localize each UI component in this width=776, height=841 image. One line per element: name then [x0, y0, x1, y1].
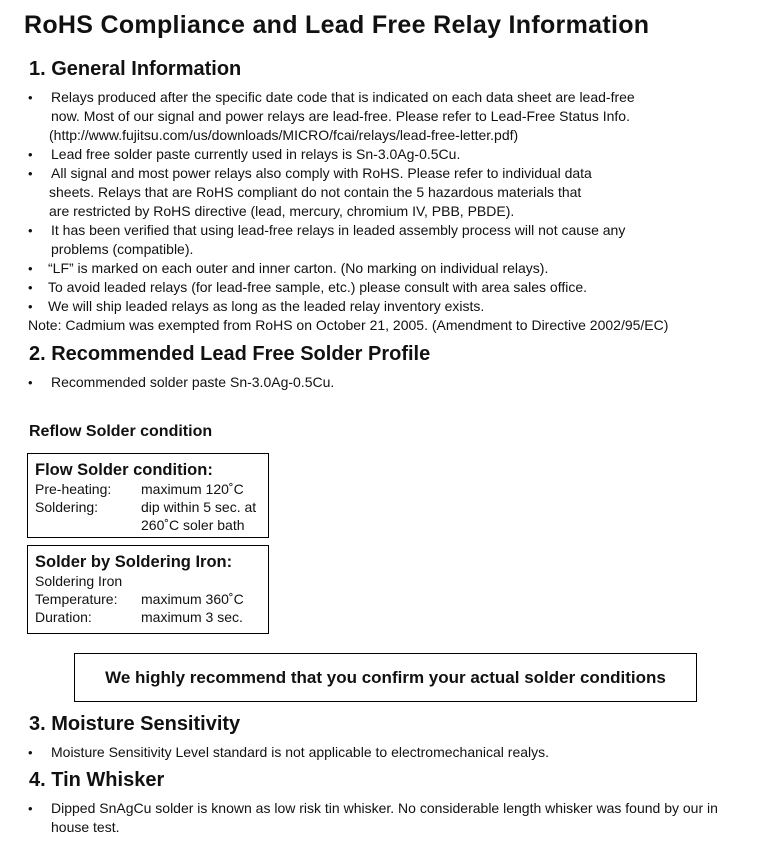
soldering-label: Soldering:: [35, 499, 99, 515]
page-title: RoHS Compliance and Lead Free Relay Information: [24, 11, 650, 39]
bullet-icon: •: [28, 745, 33, 760]
bullet-icon: •: [28, 223, 33, 238]
flow-solder-title: Flow Solder condition:: [35, 461, 213, 479]
s1-b6: To avoid leaded relays (for lead-free sample, etc.) please consult with area sales office.: [48, 279, 588, 295]
s1-b1-line2: now. Most of our signal and power relays are lead-free. Please refer to Lead-Free Status Info.: [51, 108, 630, 124]
duration-label: Duration:: [35, 609, 92, 625]
section-1-heading: 1. General Information: [29, 58, 242, 80]
s4-b1-line1: Dipped SnAgCu solder is known as low risk tin whisker. No considerable length whisker was found by our in: [51, 800, 718, 816]
bullet-icon: •: [28, 375, 33, 390]
bullet-icon: •: [28, 166, 33, 181]
s1-b1-line1: Relays produced after the specific date code that is indicated on each data sheet are lead-free: [51, 89, 635, 105]
s1-b3-line1: All signal and most power relays also comply with RoHS. Please refer to individual data: [51, 165, 592, 181]
bullet-icon: •: [28, 147, 33, 162]
s2-b1: Recommended solder paste Sn-3.0Ag-0.5Cu.: [51, 374, 335, 390]
bullet-icon: •: [28, 801, 33, 816]
bullet-icon: •: [28, 261, 33, 276]
s1-note: Note: Cadmium was exempted from RoHS on October 21, 2005. (Amendment to Directive 2002/95/EC): [28, 317, 669, 333]
temperature-value: maximum 360˚C: [141, 591, 244, 607]
soldering-value-1: dip within 5 sec. at: [141, 499, 257, 515]
reflow-label: Reflow Solder condition: [29, 423, 213, 440]
bullet-icon: •: [28, 90, 33, 105]
preheat-label: Pre-heating:: [35, 481, 112, 497]
soldering-iron-title: Solder by Soldering Iron:: [35, 553, 233, 571]
s1-b3-line3: are restricted by RoHS directive (lead, mercury, chromium IV, PBB, PBDE).: [49, 203, 515, 219]
s1-b4-line1: It has been verified that using lead-free relays in leaded assembly process will not cause any: [51, 222, 626, 238]
temperature-label: Temperature:: [35, 591, 118, 607]
s3-b1: Moisture Sensitivity Level standard is not applicable to electromechanical realys.: [51, 744, 550, 760]
section-3-heading: 3. Moisture Sensitivity: [29, 713, 241, 735]
section-4-heading: 4. Tin Whisker: [29, 769, 165, 791]
bullet-icon: •: [28, 280, 33, 295]
s1-b4-line2: problems (compatible).: [51, 241, 194, 257]
duration-value: maximum 3 sec.: [141, 609, 243, 625]
s1-b1-link[interactable]: (http://www.fujitsu.com/us/downloads/MICRO/fcai/relays/lead-free-letter.pdf): [49, 127, 519, 143]
soldering-iron-box: [27, 545, 269, 634]
soldering-value-2: 260˚C soler bath: [141, 517, 245, 533]
section-2-heading: 2. Recommended Lead Free Solder Profile: [29, 343, 431, 365]
s1-b2: Lead free solder paste currently used in relays is Sn-3.0Ag-0.5Cu.: [51, 146, 461, 162]
bullet-icon: •: [28, 299, 33, 314]
s1-b7: We will ship leaded relays as long as the leaded relay inventory exists.: [48, 298, 485, 314]
flow-solder-box: [27, 453, 269, 538]
s1-b3-line2: sheets. Relays that are RoHS compliant do not contain the 5 hazardous materials that: [49, 184, 582, 200]
soldering-iron-sub: Soldering Iron: [35, 573, 123, 589]
s1-b5: “LF” is marked on each outer and inner carton. (No marking on individual relays).: [48, 260, 549, 276]
s4-b1-line2: house test.: [51, 819, 120, 835]
recommend-box: We highly recommend that you confirm your actual solder conditions: [74, 653, 697, 702]
preheat-value: maximum 120˚C: [141, 481, 244, 497]
